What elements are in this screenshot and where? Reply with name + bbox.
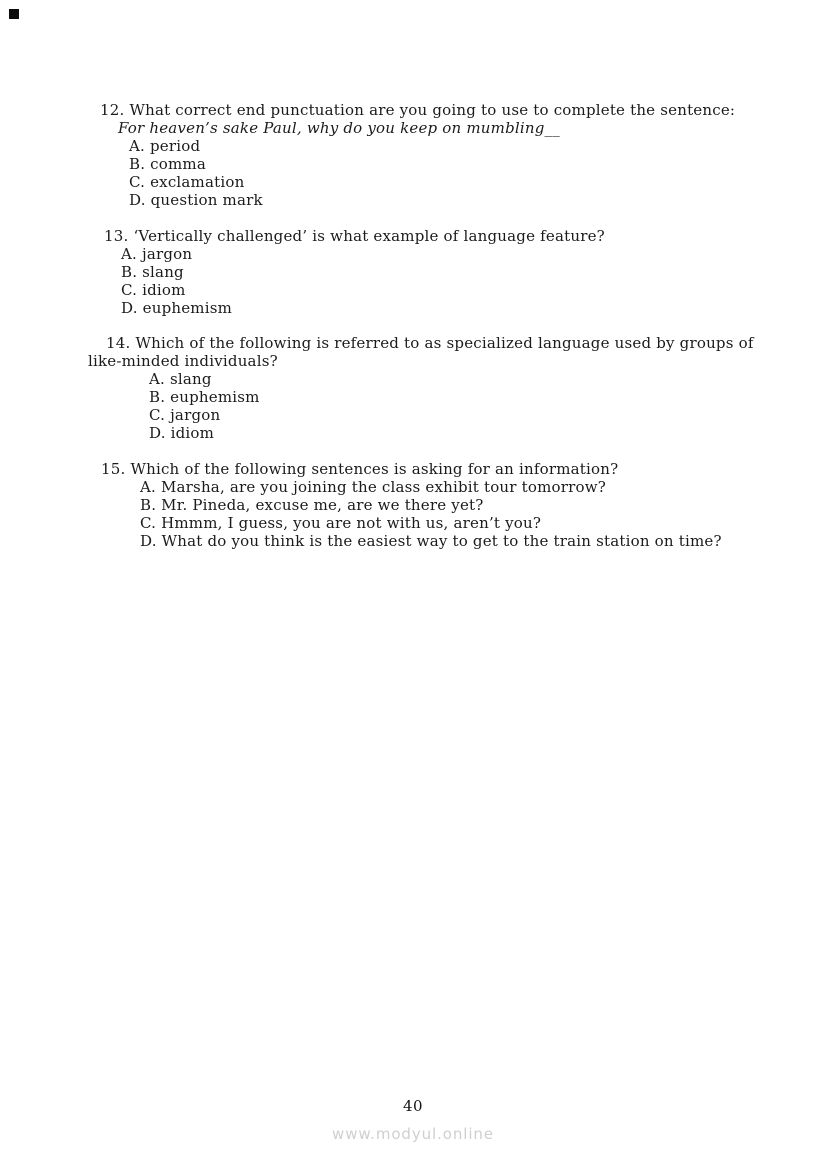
option-line: B. Mr. Pineda, excuse me, are we there yet? (140, 496, 484, 514)
question-text: Which of the following is referred to as specialized language used by groups of (135, 334, 754, 352)
question-13 (0, 227, 826, 317)
question-15-text (101, 460, 826, 478)
option-line: C. exclamation (129, 173, 245, 191)
question-14-text (106, 334, 826, 352)
option-line: A. jargon (121, 245, 193, 263)
option-line: D. euphemism (121, 299, 233, 317)
option-line: C. Hmmm, I guess, you are not with us, aren’t you? (140, 514, 542, 532)
option-line: D. question mark (129, 191, 263, 209)
watermark-text: www.modyul.online (332, 1125, 494, 1143)
option-line: B. comma (129, 155, 206, 173)
question-12 (0, 101, 826, 209)
question-text: What correct end punctuation are you going to use to complete the sentence: (129, 101, 736, 119)
option-line: A. Marsha, are you joining the class exhibit tour tomorrow? (140, 478, 606, 496)
question-12-text (100, 101, 826, 119)
question-number: 12. (100, 101, 125, 119)
option-line: A. slang (149, 370, 212, 388)
option-line: A. period (129, 137, 201, 155)
option-line: C. idiom (121, 281, 186, 299)
option-line: B. euphemism (149, 388, 260, 406)
scan-corner-mark (9, 9, 19, 19)
question-12-italic-sentence: For heaven’s sake Paul, why do you keep on mumbling__ (118, 119, 560, 137)
option-line: C. jargon (149, 406, 221, 424)
question-number: 14. (106, 334, 131, 352)
question-number: 13. (104, 227, 129, 245)
question-number: 15. (101, 460, 126, 478)
question-text: Which of the following sentences is asking for an information? (130, 460, 619, 478)
question-14 (0, 334, 826, 442)
option-line: D. What do you think is the easiest way to get to the train station on time? (140, 532, 722, 550)
page-number: 40 (402, 1097, 424, 1115)
question-15 (0, 460, 826, 550)
option-line: D. idiom (149, 424, 215, 442)
question-13-text (104, 227, 826, 245)
option-line: B. slang (121, 263, 184, 281)
question-14-text-line2: like-minded individuals? (88, 352, 278, 370)
question-text: ‘Vertically challenged’ is what example of language feature? (133, 227, 605, 245)
